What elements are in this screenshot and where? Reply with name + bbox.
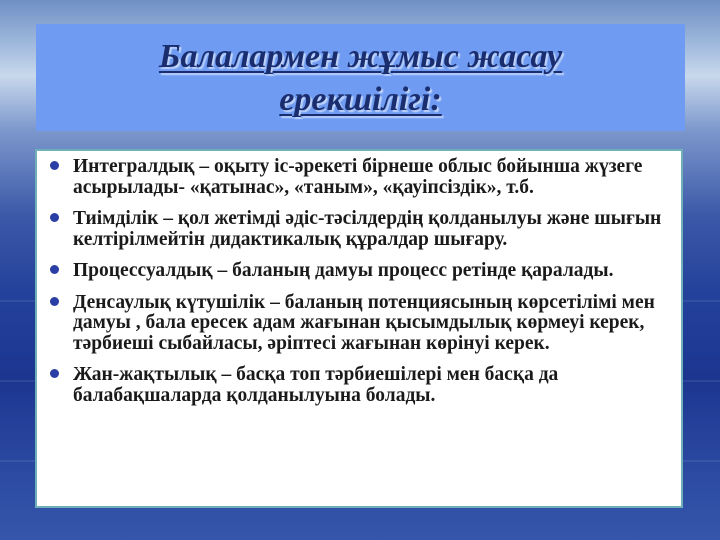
bullet-text: Интегралдық – оқыту іс-әрекеті бірнеше облыс бойынша жүзеге асырылады- «қатынас», «таным», «қауіпсіздік», т.б. bbox=[73, 156, 643, 198]
bullet-icon bbox=[50, 369, 59, 378]
bullet-text: Процессуалдық – баланың дамуы процесс ретінде қаралады. bbox=[73, 260, 614, 281]
bullet-item bbox=[46, 293, 671, 355]
bullet-icon bbox=[50, 161, 59, 170]
bullet-item bbox=[46, 365, 671, 406]
title-box bbox=[36, 24, 685, 131]
bullet-item bbox=[46, 157, 671, 198]
bullet-item bbox=[46, 209, 671, 250]
bullet-list bbox=[37, 151, 681, 406]
content-box bbox=[35, 149, 683, 508]
bullet-icon bbox=[50, 265, 59, 274]
bullet-text: Денсаулық күтушілік – баланың потенциясының көрсетілімі мен дамуы , бала ересек адам жағынан қысымдылық көрмеуі керек, тәрбиеші сыбайласы, әріптесі жағынан көрінуі керек. bbox=[73, 291, 655, 354]
bullet-icon bbox=[50, 297, 59, 306]
bullet-icon bbox=[50, 213, 59, 222]
bullet-text: Жан-жақтылық – басқа топ тәрбиешілері мен басқа да балабақшаларда қолданылуына болады. bbox=[73, 364, 559, 406]
slide-title: Балалармен жұмыс жасау ерекшілігі: bbox=[158, 37, 563, 118]
bullet-text: Тиімділік – қол жетімді әдіс-тәсілдердің қолданылуы және шығын келтірілмейтін дидактикалық құралдар шығару. bbox=[73, 208, 662, 250]
bullet-item bbox=[46, 261, 671, 282]
